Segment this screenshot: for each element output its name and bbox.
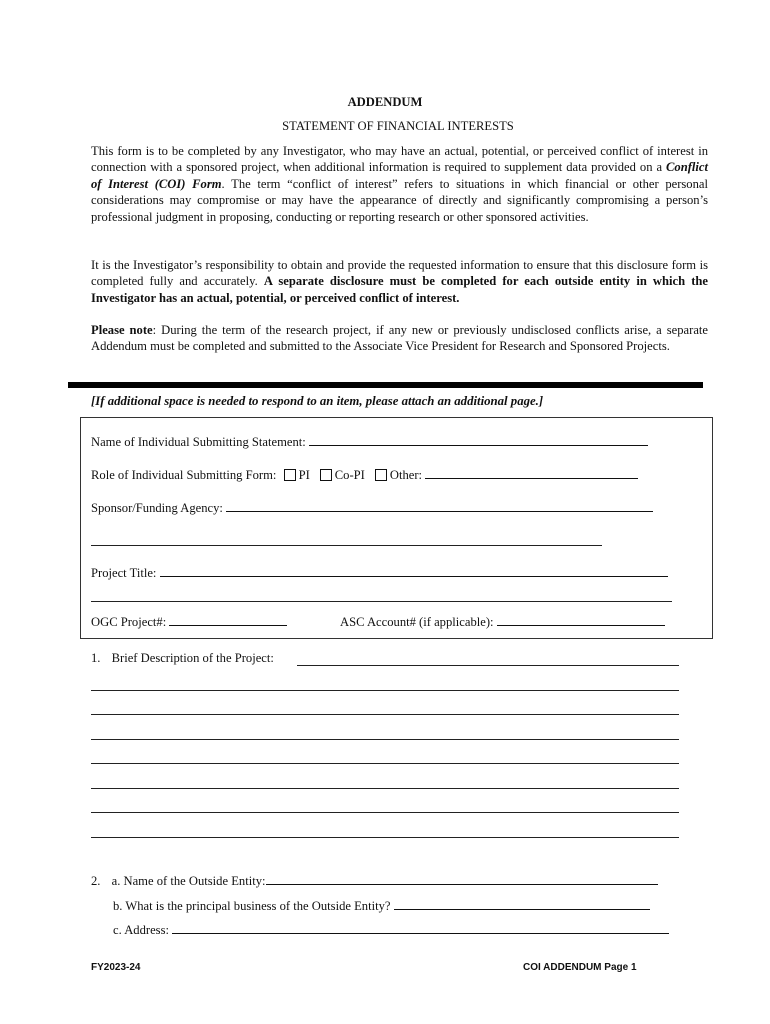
q2c-label: c. Address: <box>113 923 173 937</box>
q1-answer-line[interactable] <box>91 837 679 838</box>
footer-fiscal-year: FY2023-24 <box>91 962 141 973</box>
name-label: Name of Individual Submitting Statement: <box>91 435 309 449</box>
other-label: Other: <box>389 468 426 482</box>
q1-answer-line[interactable] <box>297 665 679 666</box>
q2a-row <box>91 873 658 889</box>
q1-answer-line[interactable] <box>91 763 679 764</box>
copi-checkbox[interactable] <box>320 469 332 481</box>
responsibility-text: It is the Investigator’s responsibility to obtain and provide the requested information to ensure that this disclosure form is completed fully and accurately. <box>91 258 708 289</box>
q1-label: Brief Description of the Project: <box>111 651 274 665</box>
ogc-project-label: OGC Project#: <box>91 615 170 629</box>
sponsor-continuation-line[interactable] <box>91 545 602 546</box>
q1-answer-line[interactable] <box>91 788 679 789</box>
name-field[interactable] <box>309 434 648 446</box>
asc-account-field[interactable] <box>497 614 665 626</box>
ogc-project-row <box>91 614 287 630</box>
attach-page-note: [If additional space is needed to respond to an item, please attach an additional page.] <box>91 394 544 408</box>
form-title: ADDENDUM <box>347 95 423 109</box>
sponsor-label: Sponsor/Funding Agency: <box>91 501 227 515</box>
intro-text-b: . The term “conflict of interest” refers to situations in which financial or other personal considerations may compromise or may have the appearance of directly and significantly compromising a person’s professional judgment in proposing, conducting or reporting research or other sponsored activities. <box>91 176 708 224</box>
please-note-label: Please note <box>91 323 153 337</box>
intro-text-a: This form is to be completed by any Investigator, who may have an actual, potential, or perceived conflict of interest in connection with a sponsored project, when additional information is required to supplement data provided on a <box>91 144 708 175</box>
q1-row <box>91 651 274 666</box>
asc-account-row <box>340 614 665 630</box>
copi-label: Co-PI <box>334 468 365 482</box>
q1-answer-line[interactable] <box>91 714 679 715</box>
address-field[interactable] <box>172 922 669 934</box>
q1-number: 1. <box>91 651 101 665</box>
submitter-info-box <box>80 417 713 639</box>
role-row <box>91 467 638 483</box>
asc-account-label: ASC Account# (if applicable): <box>340 615 497 629</box>
other-role-field[interactable] <box>425 467 638 479</box>
intro-paragraph <box>91 143 708 225</box>
coi-form-reference: Conflict of Interest (COI) Form <box>91 160 708 191</box>
q1-answer-line[interactable] <box>91 739 679 740</box>
q1-answer-line[interactable] <box>91 690 679 691</box>
role-label: Role of Individual Submitting Form: <box>91 468 280 482</box>
please-note-text: : During the term of the research project, if any new or previously undisclosed conflicts arise, a separate Addendum must be completed and submitted to the Associate Vice President for Research and Sponsored Projects. <box>91 323 708 354</box>
project-title-row <box>91 565 668 581</box>
form-subtitle: STATEMENT OF FINANCIAL INTERESTS <box>282 119 514 133</box>
q2a-label: a. Name of the Outside Entity: <box>111 874 266 888</box>
other-checkbox[interactable] <box>375 469 387 481</box>
footer-page-label: COI ADDENDUM Page 1 <box>523 962 637 973</box>
separate-disclosure-text: A separate disclosure must be completed for each outside entity in which the Investigator has an actual, potential, or perceived conflict of interest. <box>91 274 708 305</box>
project-title-field[interactable] <box>160 565 668 577</box>
name-row <box>91 434 648 450</box>
q1-answer-line[interactable] <box>91 812 679 813</box>
section-divider <box>68 382 703 388</box>
please-note-paragraph <box>91 322 708 355</box>
ogc-project-field[interactable] <box>169 614 287 626</box>
q2b-label: b. What is the principal business of the Outside Entity? <box>113 899 394 913</box>
principal-business-field[interactable] <box>394 898 650 910</box>
sponsor-field[interactable] <box>226 500 653 512</box>
outside-entity-name-field[interactable] <box>266 873 658 885</box>
pi-label: PI <box>298 468 310 482</box>
q2-number: 2. <box>91 874 101 888</box>
q2b-row <box>113 898 650 914</box>
project-title-label: Project Title: <box>91 566 160 580</box>
project-title-continuation-line[interactable] <box>91 601 672 602</box>
pi-checkbox[interactable] <box>284 469 296 481</box>
responsibility-paragraph <box>91 257 708 306</box>
q2c-row <box>113 922 669 938</box>
sponsor-row <box>91 500 653 516</box>
